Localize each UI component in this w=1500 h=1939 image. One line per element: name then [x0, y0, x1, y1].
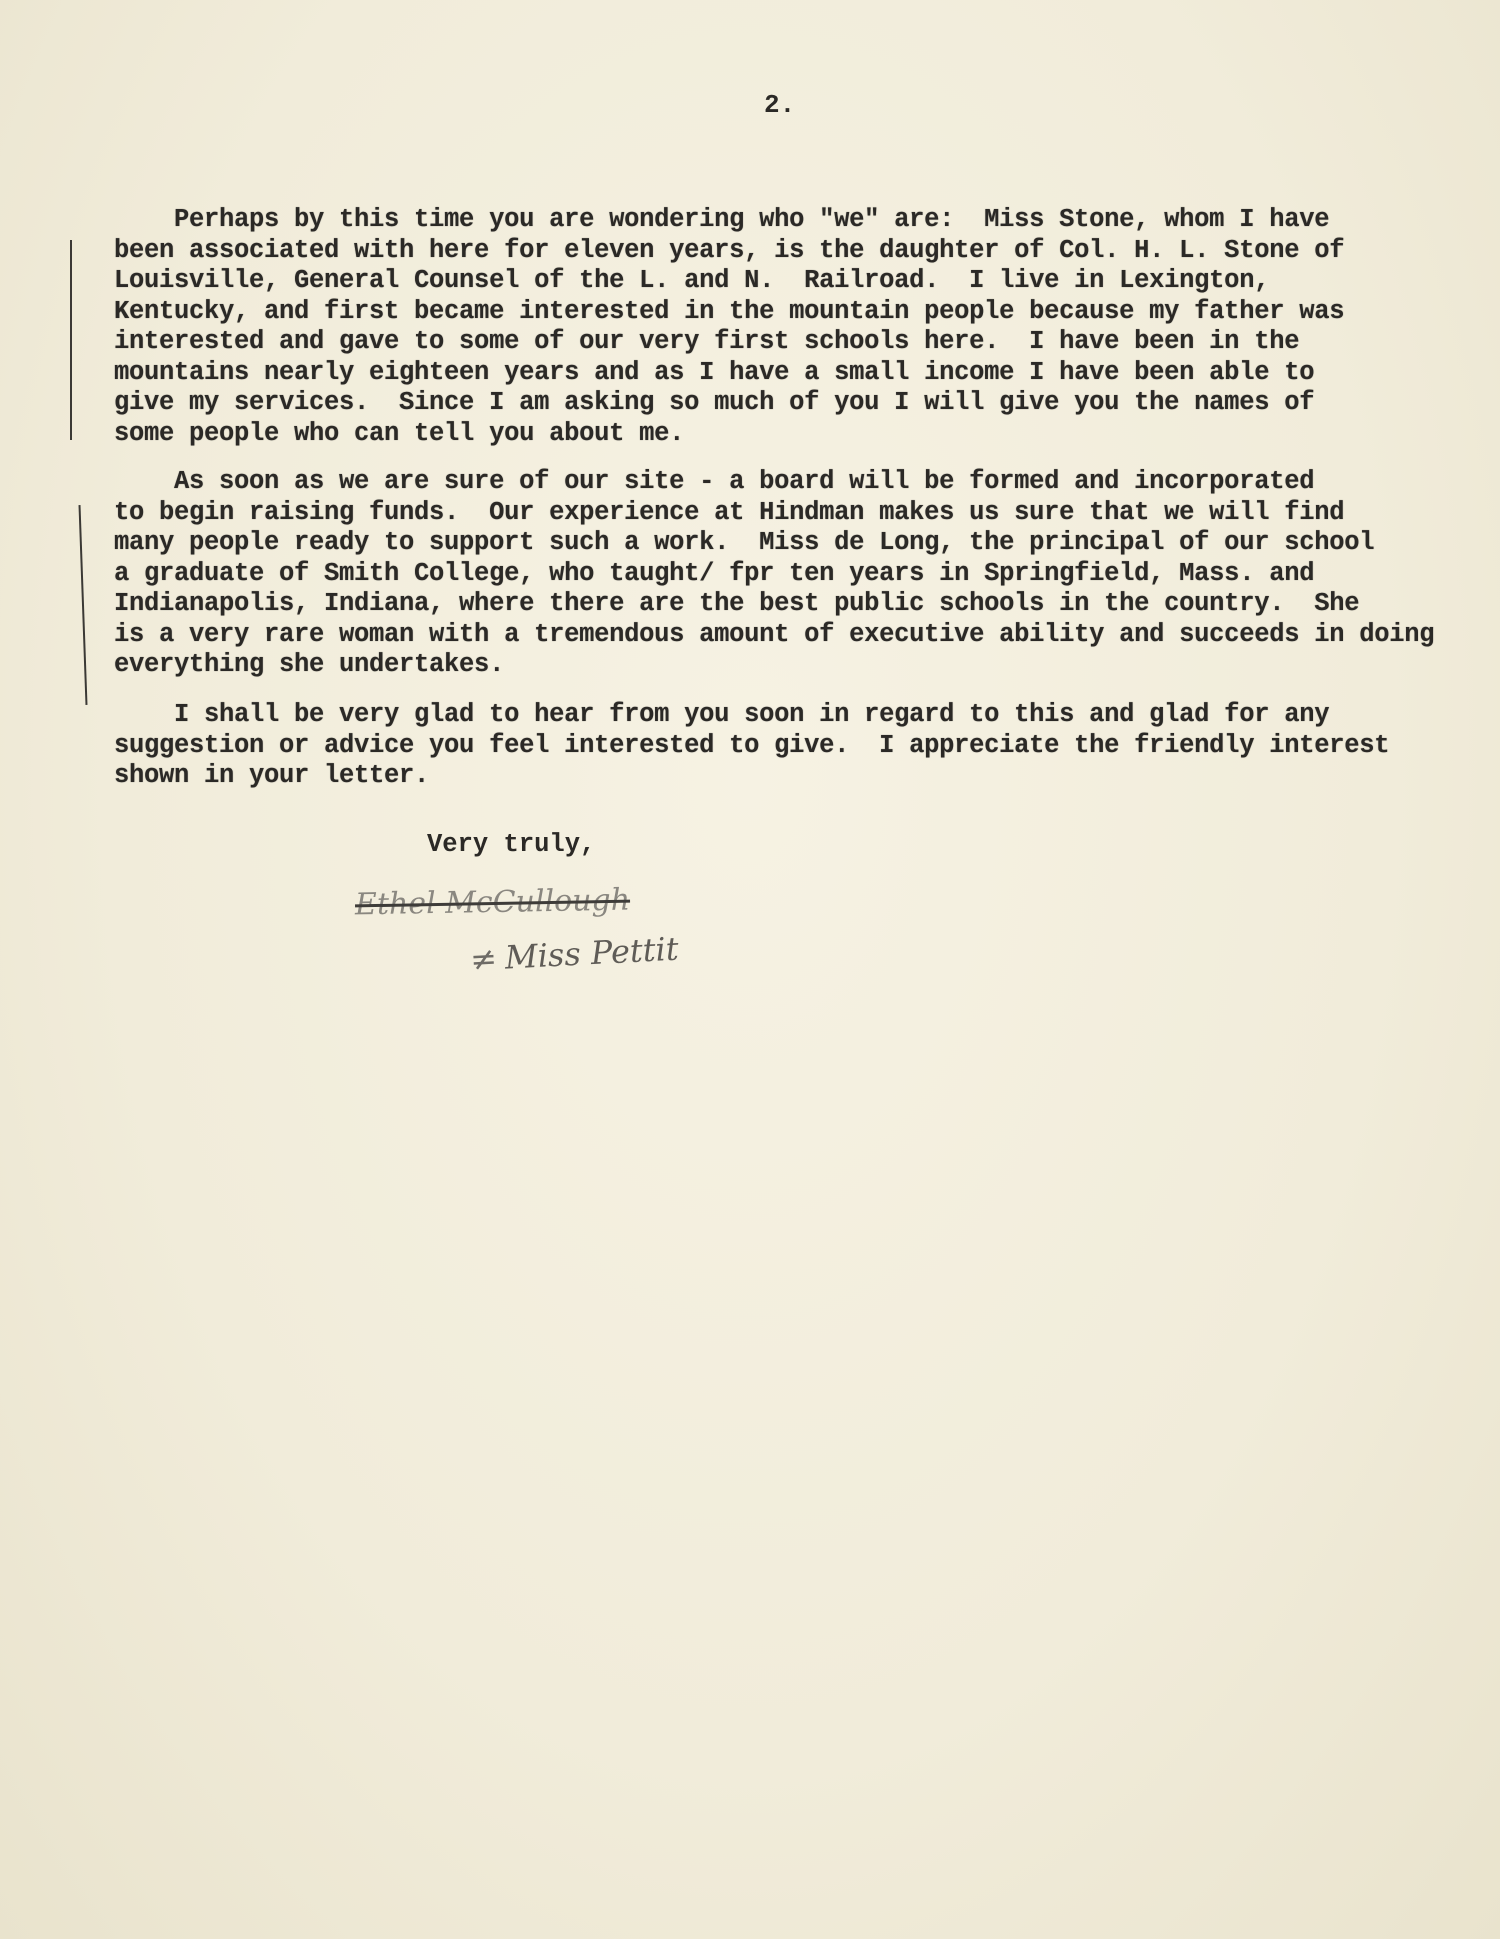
text-line: to begin raising funds. Our experience at Hindman makes us sure that we will find [114, 497, 1345, 527]
margin-mark [70, 240, 72, 440]
bracket-mark-icon: ≠ [469, 939, 498, 979]
text-line: a graduate of Smith College, who taught/ fpr ten years in Springfield, Mass. and [114, 558, 1315, 588]
text-line: suggestion or advice you feel interested to give. I appreciate the friendly interest [114, 730, 1390, 760]
text-line: Louisville, General Counsel of the L. and N. Railroad. I live in Lexington, [114, 266, 1270, 295]
text-line: everything she undertakes. [114, 650, 505, 679]
margin-mark [79, 505, 88, 705]
text-line: Kentucky, and first became interested in the mountain people because my father was [114, 296, 1345, 326]
text-line: give my services. Since I am asking so much of you I will give you the names of [114, 388, 1315, 417]
paragraph-3 [114, 700, 1389, 792]
struck-signature-text: Ethel McCullough [354, 882, 631, 923]
text-line: Indianapolis, Indiana, where there are the best public schools in the country. She [114, 589, 1360, 618]
text-line: Perhaps by this time you are wondering who "we" are: Miss Stone, whom I have [114, 205, 1330, 234]
text-line: shown in your letter. [114, 761, 430, 790]
closing: Very truly, [427, 830, 596, 859]
text-line: many people ready to support such a work. Miss de Long, the principal of our school [114, 528, 1375, 557]
text-line: some people who can tell you about me. [114, 418, 685, 448]
handwritten-name: Miss Pettit [503, 929, 680, 977]
text-line: is a very rare woman with a tremendous amount of executive ability and succeeds in doing [114, 619, 1435, 649]
page-number: 2. [764, 90, 796, 120]
text-line: I shall be very glad to hear from you soon in regard to this and glad for any [114, 700, 1330, 729]
text-line: interested and gave to some of our very first schools here. I have been in the [114, 327, 1300, 356]
text-line: As soon as we are sure of our site - a board will be formed and incorporated [114, 467, 1315, 496]
text-line: mountains nearly eighteen years and as I have a small income I have been able to [114, 357, 1315, 387]
text-line: been associated with here for eleven years, is the daughter of Col. H. L. Stone of [114, 235, 1345, 265]
paragraph-1 [114, 205, 1344, 449]
paragraph-2 [114, 467, 1434, 681]
handwritten-signature [469, 930, 679, 979]
